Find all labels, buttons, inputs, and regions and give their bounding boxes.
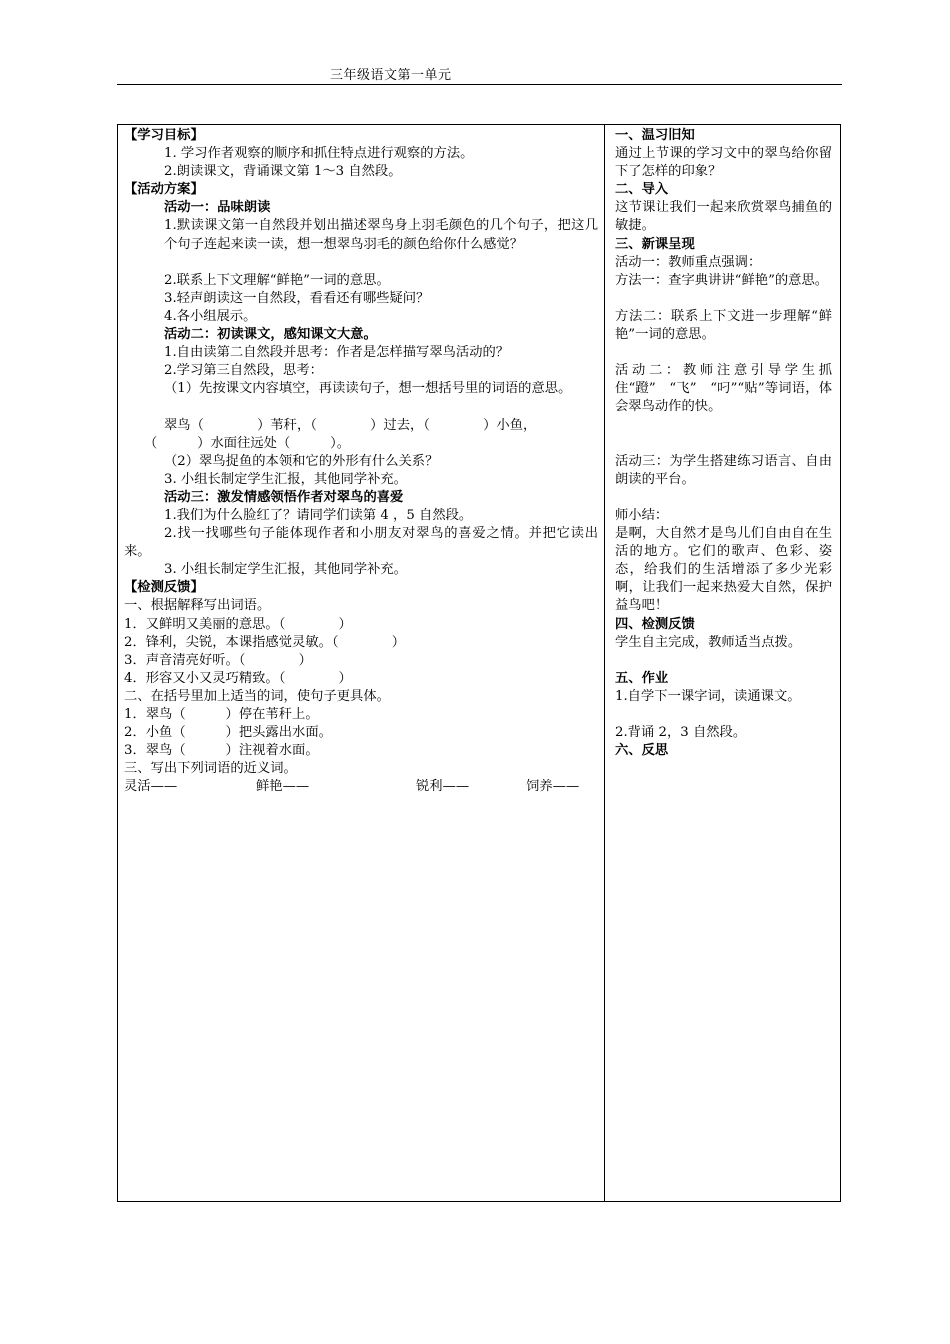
homework-item-2: 2.背诵 2，3 自然段。	[615, 725, 747, 741]
section-3-activity-2: 活动二：教师注意引导学生抓住“蹬” “飞” “叼”“贴”等词语，体会翠鸟动作的快。	[615, 363, 832, 415]
activity-3-item-3: 3. 小组长制定学生汇报，其他同学补充。	[164, 562, 407, 578]
question-2-item-2: 2．小鱼（ ）把头露出水面。	[124, 725, 332, 741]
activity-2-item-2a: （1）先按课文内容填空，再读读句子，想一想括号里的词语的意思。	[164, 381, 572, 397]
spacer	[615, 344, 832, 362]
question-3-title: 三、写出下列词语的近义词。	[124, 761, 297, 777]
goal-1: 1. 学习作者观察的顺序和抓住特点进行观察的方法。	[164, 146, 474, 162]
spacer	[615, 435, 832, 453]
section-3-activity-3: 活动三：为学生搭建练习语言、自由朗读的平台。	[615, 453, 832, 487]
activity-2-item-2b: （2）翠鸟捉鱼的本领和它的外形有什么关系？	[164, 453, 439, 469]
spacer	[615, 489, 832, 507]
section-3-activity-1: 活动一：教师重点强调：	[615, 254, 762, 270]
section-3-title: 三、新课呈现	[615, 236, 695, 252]
question-1-item-1: 1．又鲜明又美丽的意思。（ ）	[124, 616, 352, 632]
activity-1-title: 活动一：品味朗读	[164, 200, 271, 216]
section-3-method-1: 方法一：查字典讲讲“鲜艳”的意思。	[615, 272, 829, 288]
header-rule	[117, 84, 842, 85]
section-2-title: 二、导入	[615, 182, 669, 198]
activity-1-item-4: 4.各小组展示。	[164, 308, 257, 324]
lesson-plan-table	[117, 124, 841, 1202]
check-heading: 【检测反馈】	[124, 580, 204, 596]
section-1-text: 通过上节课的学习文中的翠鸟给你留下了怎样的印象？	[615, 146, 832, 180]
homework-item-1: 1.自学下一课字词，读通课文。	[615, 688, 801, 704]
synonym-word-1: 灵活——	[124, 779, 178, 795]
activity-3-item-2: 2.找一找哪些句子能体现作者和小朋友对翠鸟的喜爱之情。并把它读出来。	[124, 526, 598, 560]
activity-2-item-2: 2.学习第三自然段，思考：	[164, 363, 323, 379]
synonym-word-2: 鲜艳——	[256, 779, 310, 795]
teacher-guidance-column	[615, 127, 832, 760]
section-3-method-2: 方法二：联系上下文进一步理解“鲜艳”一词的意思。	[615, 308, 832, 343]
activity-3-item-1: 1.我们为什么脸红了？请同学们读第 4 ，5 自然段。	[164, 507, 473, 523]
question-1-item-3: 3．声音清亮好听。（ ）	[124, 652, 312, 668]
section-5-title: 五、作业	[615, 670, 669, 686]
plan-heading: 【活动方案】	[124, 182, 204, 198]
page-header: 三年级语文第一单元	[330, 68, 452, 83]
synonym-words-row	[124, 778, 598, 796]
question-2-item-1: 1．翠鸟（ ）停在苇秆上。	[124, 707, 319, 723]
question-1-title: 一、根据解释写出词语。	[124, 598, 271, 614]
question-1-item-2: 2．锋利，尖锐，本课指感觉灵敏。（ ）	[124, 634, 406, 650]
activity-1-item-2: 2.联系上下文理解“鲜艳”一词的意思。	[164, 272, 390, 288]
summary-text: 是啊，大自然才是鸟儿们自由自在生活的地方。它们的歌声、色彩、姿态，给我们的生活增添了多少光彩啊，让我们一起来热爱大自然，保护益鸟吧！	[615, 526, 832, 614]
section-6-title: 六、反思	[615, 743, 669, 759]
section-4-text: 学生自主完成，教师适当点拨。	[615, 634, 802, 650]
activity-2-title: 活动二：初读课文，感知课文大意。	[164, 327, 377, 343]
activity-2-item-1: 1.自由读第二自然段并思考：作者是怎样描写翠鸟活动的？	[164, 345, 510, 361]
activity-2-fill-line-1: 翠鸟（ ）苇秆，（ ）过去，（ ）小鱼，	[164, 417, 537, 433]
activity-2-fill-line-2: （ ）水面往远处（ ）。	[144, 435, 351, 451]
activity-3-title: 活动三：激发情感领悟作者对翠鸟的喜爱	[164, 489, 404, 505]
goal-2: 2.朗读课文，背诵课文第 1～3 自然段。	[164, 164, 402, 180]
section-2-text: 这节课让我们一起来欣赏翠鸟捕鱼的敏捷。	[615, 200, 832, 234]
student-activity-column	[124, 127, 598, 796]
question-1-item-4: 4．形容又小又灵巧精致。（ ）	[124, 670, 352, 686]
activity-2-item-3: 3. 小组长制定学生汇报，其他同学补充。	[164, 471, 407, 487]
question-2-title: 二、在括号里加上适当的词，使句子更具体。	[124, 688, 390, 704]
goals-heading: 【学习目标】	[124, 128, 204, 143]
synonym-word-3: 锐利——	[416, 779, 470, 795]
column-divider	[604, 125, 605, 1201]
section-4-title: 四、检测反馈	[615, 616, 695, 632]
activity-1-item-1: 1.默读课文第一自然段并划出描述翠鸟身上羽毛颜色的几个句子，把这几个句子连起来读一读，想一想翠鸟羽毛的颜色给你什么感觉？	[164, 218, 598, 252]
summary-title: 师小结：	[615, 507, 669, 523]
question-2-item-3: 3．翠鸟（ ）注视着水面。	[124, 743, 319, 759]
section-1-title: 一、温习旧知	[615, 128, 695, 143]
activity-1-item-3: 3.轻声朗读这一自然段，看看还有哪些疑问？	[164, 290, 430, 306]
synonym-word-4: 饲养——	[526, 779, 580, 795]
